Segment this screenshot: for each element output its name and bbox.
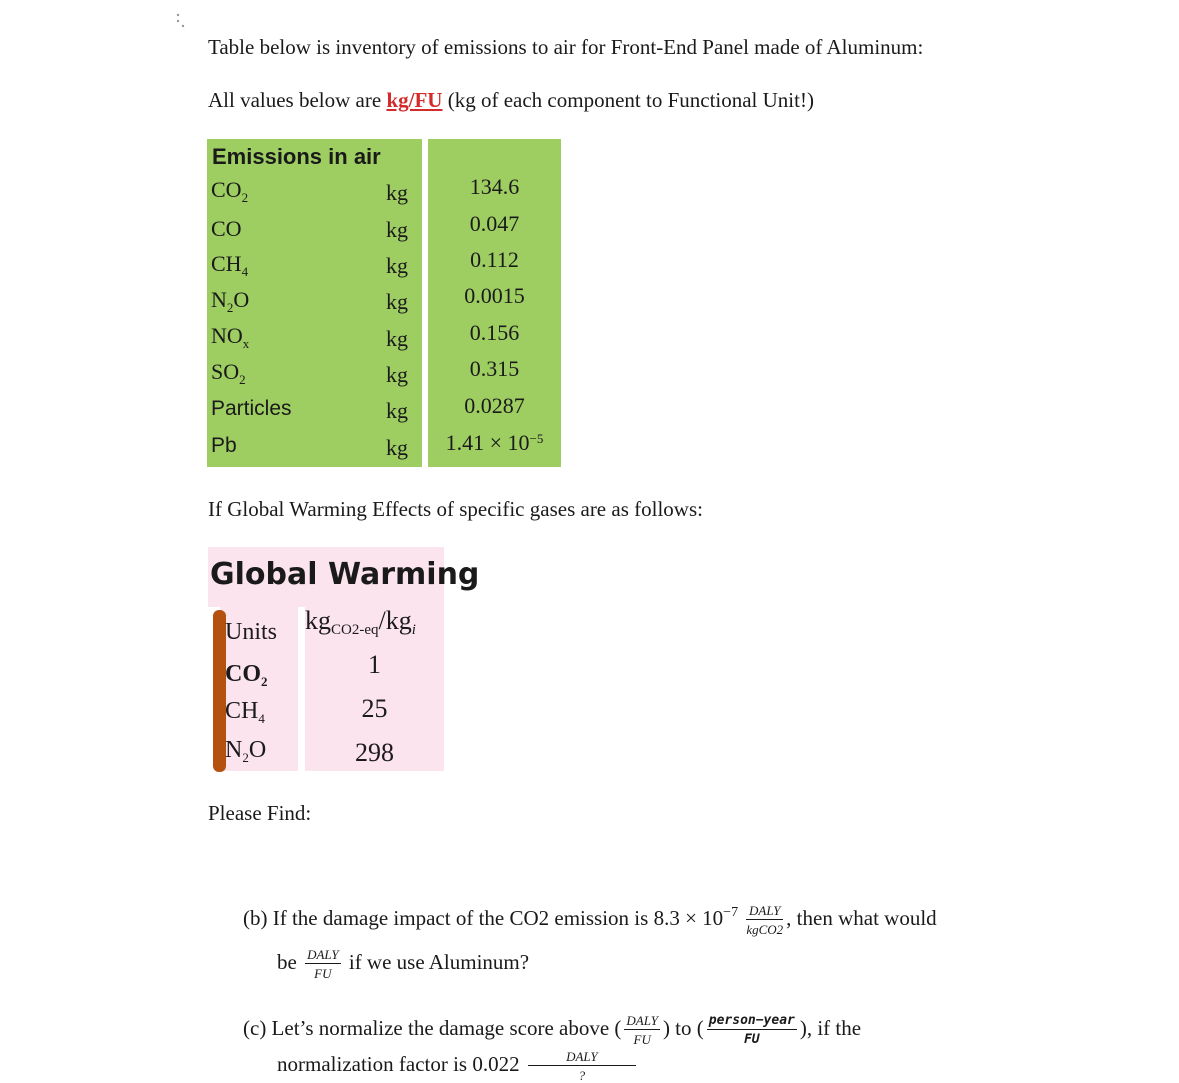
emission-unit: kg	[386, 180, 408, 205]
fraction-daly-per-kgco2: $\frac{\text{DALY}}{\text{kgCO2}}$	[746, 903, 784, 937]
gw-value-ch4: 25	[361, 694, 388, 723]
gw-units-label: Units	[225, 619, 278, 645]
gw-name-co2: $CO_2$	[225, 661, 268, 689]
emission-name-nox: $NO_x$	[211, 323, 250, 351]
kg-fu-link[interactable]: kg/FU	[386, 88, 443, 112]
emission-value: 0.0287	[464, 393, 525, 418]
gw-name-n2o: $N_2O$	[225, 737, 267, 765]
intro-line-2-suffix: (kg of each component to Functional Unit!)	[442, 88, 814, 112]
emission-name-particles: Particles	[211, 397, 292, 420]
question-b-line-2: be $\frac{\text{DALY}}{FU}$ if we use Aluminum?	[277, 947, 530, 981]
fraction-person-year-per-fu: $\frac{\text{person−year}}{FU}$	[708, 1013, 795, 1047]
emission-name-co: CO	[211, 216, 242, 241]
emission-value-pb: $1.41 \times 10^{-5}$	[445, 430, 544, 455]
emissions-table-header: Emissions in air	[212, 144, 381, 169]
emission-unit: kg	[386, 326, 408, 351]
fraction-daly-per-unknown: $\frac{\text{DALY}}{?}$	[528, 1050, 636, 1082]
gw-table-title: Global Warming	[210, 557, 480, 592]
question-b-line-1: (b) If the damage impact of the CO2 emission is $8.3 \times 10^{-7}$ $\frac{\text{DALY}}{\text{kgCO2}}$ , then what would	[243, 903, 937, 937]
fraction-daly-per-fu: $\frac{\text{DALY}}{FU}$	[626, 1013, 658, 1047]
emission-name-so2: $SO_2$	[211, 359, 246, 387]
emission-value: 0.156	[469, 320, 520, 345]
emission-unit: kg	[386, 217, 408, 242]
emission-value: 0.315	[469, 356, 520, 381]
emission-name-ch4: $CH_4$	[211, 251, 249, 279]
intro-line-2	[208, 88, 814, 113]
question-c-line-2: normalization factor is 0.022 $\frac{\text{DALY}}{?}$	[277, 1050, 639, 1082]
fraction-daly-per-fu: $\frac{\text{DALY}}{FU}$	[307, 947, 339, 981]
gw-name-ch4: $CH_4$	[225, 698, 265, 726]
emission-unit: kg	[386, 435, 408, 460]
emission-value: 0.047	[469, 211, 520, 236]
emission-unit: kg	[386, 289, 408, 314]
emission-name-co2: $CO_2$	[211, 177, 249, 205]
intro-line-2-prefix: All values below are	[208, 88, 387, 112]
gw-value-co2: 1	[368, 650, 381, 679]
emission-unit: kg	[386, 253, 408, 278]
emission-unit: kg	[386, 398, 408, 423]
emission-value: 134.6	[469, 174, 520, 199]
emission-name-n2o: $N_2O$	[211, 287, 250, 315]
corner-mark-icon	[175, 12, 187, 30]
gw-value-n2o: 298	[355, 738, 394, 767]
question-c-line-1: (c) Let’s normalize the damage score above ( $\frac{\text{DALY}}{FU}$ ) to ( $\frac{\text{person−year}}{FU}$ ), if the	[243, 1013, 862, 1047]
gw-intro: If Global Warming Effects of specific gases are as follows:	[208, 497, 703, 521]
emission-unit: kg	[386, 362, 408, 387]
emission-name-pb: Pb	[211, 434, 237, 457]
please-find: Please Find:	[208, 801, 312, 825]
intro-line-1: Table below is inventory of emissions to air for Front-End Panel made of Aluminum:	[208, 35, 924, 59]
emission-value: 0.0015	[464, 283, 525, 308]
emission-value: 0.112	[470, 247, 519, 272]
gw-units-value: $kg_{CO2-eq}/kg_i$	[305, 606, 416, 638]
